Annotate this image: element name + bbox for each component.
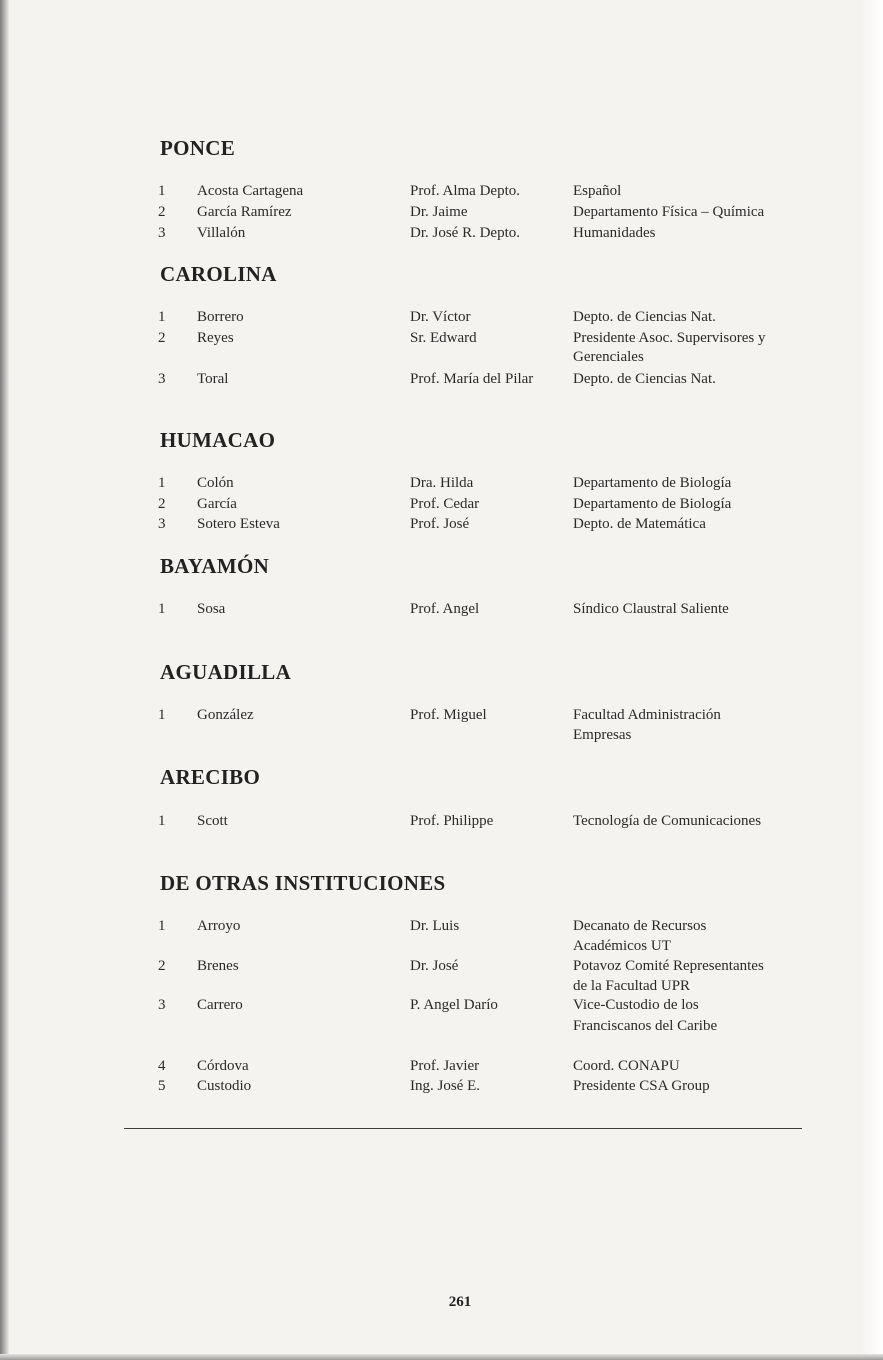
first-name: Prof. Miguel [410,707,487,723]
first-name: Dr. José [410,958,459,974]
page-number: 261 [448,1294,472,1310]
last-name: Scott [197,813,228,829]
department-continued: de la Facultad UPR [573,978,691,994]
last-name: González [197,707,254,723]
last-name: García [197,496,237,512]
row-number: 2 [158,958,166,974]
section-heading-bayamon: BAYAMÓN [160,554,270,578]
last-name: Sotero Esteva [197,516,280,532]
first-name: Dr. José R. Depto. [410,225,520,241]
section-heading-carolina: CAROLINA [160,262,277,286]
last-name: Toral [197,371,229,387]
department: Departamento Física – Química [573,204,765,220]
department-continued: Empresas [573,727,632,743]
row-number: 1 [158,601,166,617]
row-number: 3 [158,516,166,532]
last-name: García Ramírez [197,204,292,220]
department: Depto. de Ciencias Nat. [573,371,716,387]
department-continued: Franciscanos del Caribe [573,1018,718,1034]
first-name: Prof. Angel [410,601,480,617]
first-name: Dr. Jaime [410,204,468,220]
first-name: P. Angel Darío [410,997,498,1013]
first-name: Sr. Edward [410,330,477,346]
row-number: 1 [158,707,166,723]
row-number: 1 [158,475,166,491]
row-number: 1 [158,309,166,325]
department: Vice-Custodio de los [573,997,699,1013]
first-name: Dr. Luis [410,918,460,934]
row-number: 2 [158,330,166,346]
first-name: Prof. Cedar [410,496,480,512]
section-heading-humacao: HUMACAO [160,428,276,452]
section-heading-arecibo: ARECIBO [160,765,261,789]
department-continued: Académicos UT [573,938,671,954]
last-name: Colón [197,475,234,491]
department: Presidente Asoc. Supervisores y [573,330,766,346]
first-name: Prof. Philippe [410,813,494,829]
first-name: Prof. Alma Depto. [410,183,520,199]
first-name: Ing. José E. [410,1078,480,1094]
last-name: Acosta Cartagena [197,183,304,199]
last-name: Villalón [197,225,246,241]
section-heading-otras-instituciones: DE OTRAS INSTITUCIONES [160,871,446,895]
last-name: Reyes [197,330,234,346]
last-name: Carrero [197,997,243,1013]
department: Decanato de Recursos [573,918,707,934]
first-name: Dr. Víctor [410,309,471,325]
first-name: Dra. Hilda [410,475,474,491]
row-number: 2 [158,204,166,220]
row-number: 1 [158,183,166,199]
department: Facultad Administración [573,707,721,723]
department: Departamento de Biología [573,496,732,512]
first-name: Prof. María del Pilar [410,371,534,387]
row-number: 5 [158,1078,166,1094]
row-number: 1 [158,918,166,934]
horizontal-rule [124,1128,802,1129]
section-heading-ponce: PONCE [160,136,235,160]
last-name: Arroyo [197,918,241,934]
last-name: Córdova [197,1058,249,1074]
department: Síndico Claustral Saliente [573,601,729,617]
row-number: 3 [158,371,166,387]
last-name: Custodio [197,1078,252,1094]
department: Coord. CONAPU [573,1058,680,1074]
department: Potavoz Comité Representantes [573,958,764,974]
department: Presidente CSA Group [573,1078,710,1094]
row-number: 2 [158,496,166,512]
department: Humanidades [573,225,656,241]
department: Español [573,183,622,199]
department: Depto. de Matemática [573,516,706,532]
row-number: 1 [158,813,166,829]
department: Tecnología de Comunicaciones [573,813,762,829]
department-continued: Gerenciales [573,349,644,365]
section-heading-aguadilla: AGUADILLA [160,660,292,684]
last-name: Sosa [197,601,226,617]
row-number: 3 [158,225,166,241]
row-number: 3 [158,997,166,1013]
first-name: Prof. Javier [410,1058,480,1074]
department: Departamento de Biología [573,475,732,491]
last-name: Borrero [197,309,244,325]
first-name: Prof. José [410,516,470,532]
department: Depto. de Ciencias Nat. [573,309,716,325]
row-number: 4 [158,1058,166,1074]
last-name: Brenes [197,958,239,974]
